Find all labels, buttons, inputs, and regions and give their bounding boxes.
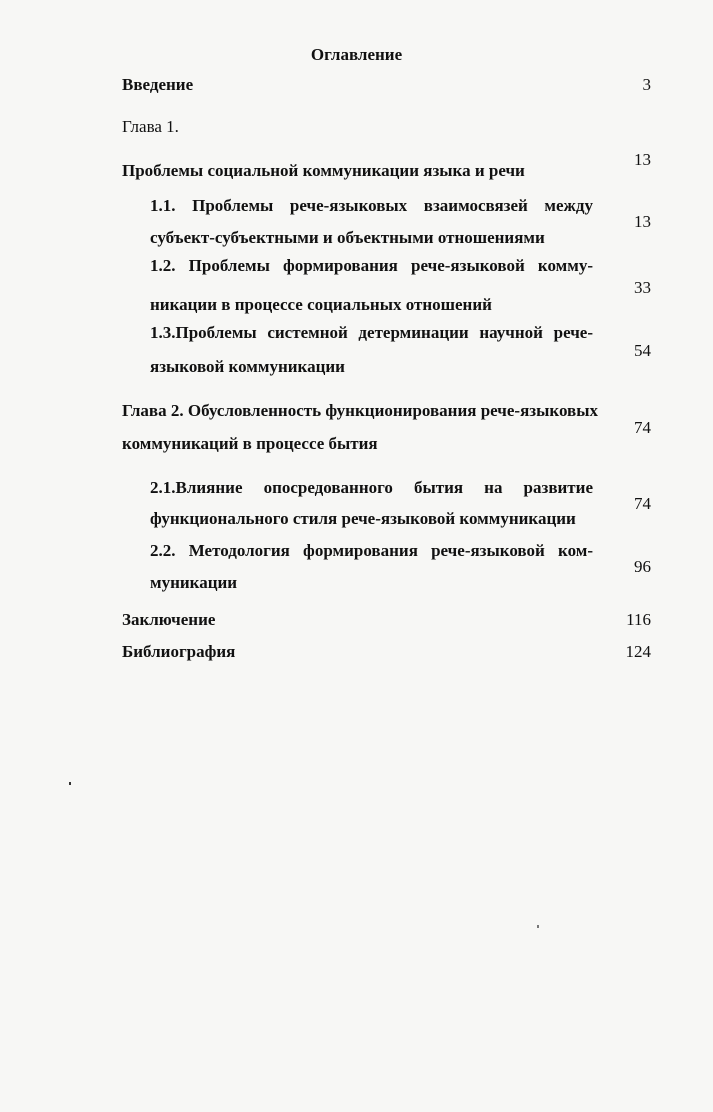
toc-line: муникации [150, 573, 238, 592]
toc-line: 2.2. Методология формирования рече-языковой ком- [150, 541, 593, 560]
toc-line: Глава 2. Обусловленность функционирования рече-языковых [122, 401, 598, 420]
toc-page-number: 13 [634, 150, 651, 169]
toc-title: Оглавление [310, 45, 403, 64]
scan-speck [537, 925, 539, 928]
toc-page-number: 96 [634, 557, 651, 576]
toc-entry-2-1 [150, 478, 593, 529]
toc-page-number: 33 [634, 278, 651, 297]
toc-entry-chapter2 [122, 401, 598, 454]
toc-page-number: 116 [626, 610, 651, 629]
toc-line: 1.2. Проблемы формирования рече-языковой комму- [150, 256, 593, 275]
toc-entry-1-2 [150, 256, 593, 315]
toc-line: коммуникаций в процессе бытия [122, 434, 378, 453]
toc-line: никации в процессе социальных отношений [150, 295, 492, 314]
toc-entry-2-2 [150, 541, 593, 593]
toc-page-number: 124 [625, 642, 651, 661]
toc-line: 1.1. Проблемы речe-языковых взаимосвязей между [150, 196, 593, 215]
toc-entry-1-1 [150, 196, 593, 248]
toc-line: функционального стиля рече-языковой коммуникации [150, 509, 576, 528]
toc-line: языковой коммуникации [150, 357, 345, 376]
toc-line: 2.1.Влияние опосредованного бытия на развитие [150, 478, 593, 497]
toc-entry-conclusion: Заключение [122, 610, 216, 629]
toc-entry-chapter1-title: Проблемы социальной коммуникации языка и речи [122, 161, 525, 180]
toc-entry-introduction: Введение [122, 75, 194, 94]
toc-page-number: 54 [634, 341, 651, 360]
toc-page-number: 74 [634, 494, 651, 513]
toc-page-number: 74 [634, 418, 651, 437]
toc-line: 1.3.Проблемы системной детерминации научной рече- [150, 323, 593, 342]
toc-entry-chapter1: Глава 1. [122, 117, 179, 136]
toc-entry-1-3 [150, 323, 593, 377]
scan-speck [69, 782, 71, 785]
toc-page-number: 13 [634, 212, 651, 231]
toc-entry-bibliography: Библиография [122, 642, 236, 661]
toc-line: субъект-субъектными и объектными отношениями [150, 228, 545, 247]
toc-page-number: 3 [642, 75, 651, 94]
